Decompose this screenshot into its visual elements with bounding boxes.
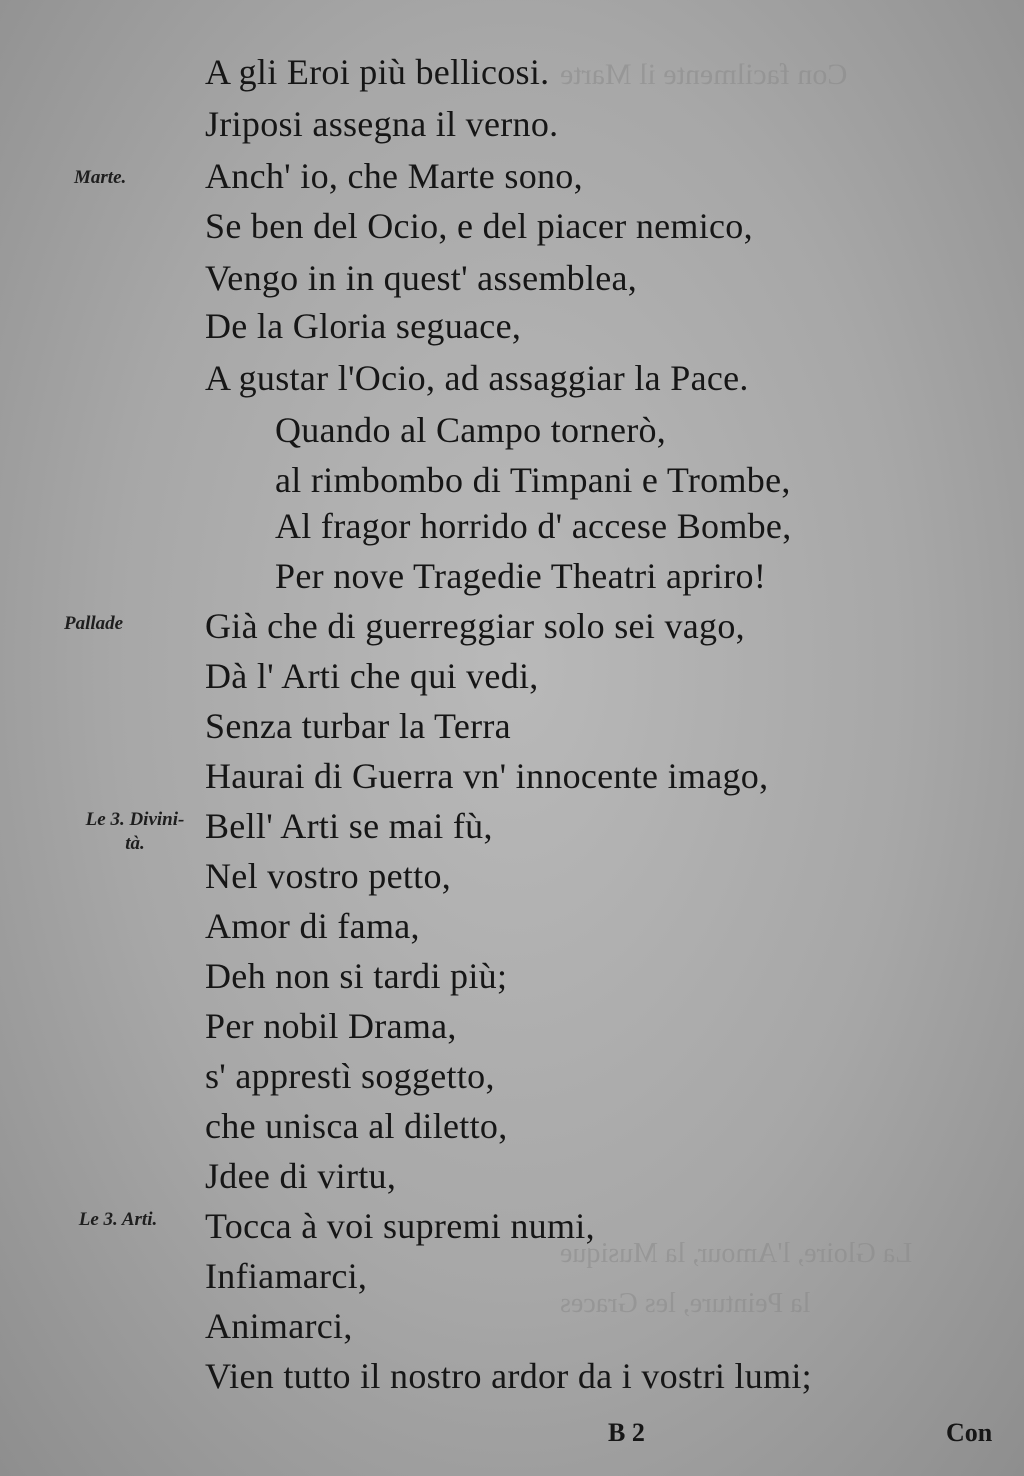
verse-line: Jdee di virtu, xyxy=(205,1156,397,1196)
verse-line: Vengo in in quest' assemblea, xyxy=(205,258,638,298)
verse-line: al rimbombo di Timpani e Trombe, xyxy=(275,460,791,500)
speaker-arti: Le 3. Arti. xyxy=(78,1209,158,1230)
verse-line: Già che di guerreggiar solo sei vago, xyxy=(205,606,745,646)
speaker-marte: Marte. xyxy=(74,167,127,188)
verse-line: Al fragor horrido d' accese Bombe, xyxy=(275,506,792,546)
verse-line: s' apprestì soggetto, xyxy=(205,1056,495,1096)
verse-line: che unisca al diletto, xyxy=(205,1106,508,1146)
catchword: Con xyxy=(946,1418,993,1447)
verse-line: Amor di fama, xyxy=(205,906,420,946)
verse-line: A gli Eroi più bellicosi. xyxy=(205,52,550,92)
verse-line: De la Gloria seguace, xyxy=(205,306,522,346)
verse-line: Se ben del Ocio, e del piacer nemico, xyxy=(205,206,753,246)
verse-line: Quando al Campo tornerò, xyxy=(275,410,667,450)
bleed-through-text: la Peinture, les Graces xyxy=(560,1288,811,1319)
verse-line: Tocca à voi supremi numi, xyxy=(205,1206,595,1246)
verse-line: Vien tutto il nostro ardor da i vostri lumi; xyxy=(205,1356,812,1396)
speaker-divinita: Le 3. Divini- tà. xyxy=(85,809,185,854)
verse-line: Jriposi assegna il verno. xyxy=(205,104,559,144)
verse-line: Anch' io, che Marte sono, xyxy=(205,156,583,196)
bleed-through-text: La Gloire, l'Amour, la Musique xyxy=(560,1238,913,1269)
verse-line: Haurai di Guerra vn' innocente imago, xyxy=(205,756,769,796)
speaker-pallade: Pallade xyxy=(64,613,124,634)
verse-line: Bell' Arti se mai fù, xyxy=(205,806,493,846)
bleed-through-text: Con facilmente il Marte xyxy=(560,58,848,91)
verse-line: Infiamarci, xyxy=(205,1256,368,1296)
verse-line: Per nove Tragedie Theatri apriro! xyxy=(275,556,767,596)
signature-mark: B 2 xyxy=(608,1418,645,1447)
verse-line: Per nobil Drama, xyxy=(205,1006,457,1046)
verse-line: Animarci, xyxy=(205,1306,353,1346)
verse-line: Dà l' Arti che qui vedi, xyxy=(205,656,539,696)
verse-line: Senza turbar la Terra xyxy=(205,706,511,746)
verse-line: Deh non si tardi più; xyxy=(205,956,508,996)
verse-line: A gustar l'Ocio, ad assaggiar la Pace. xyxy=(205,358,749,398)
verse-line: Nel vostro petto, xyxy=(205,856,452,896)
